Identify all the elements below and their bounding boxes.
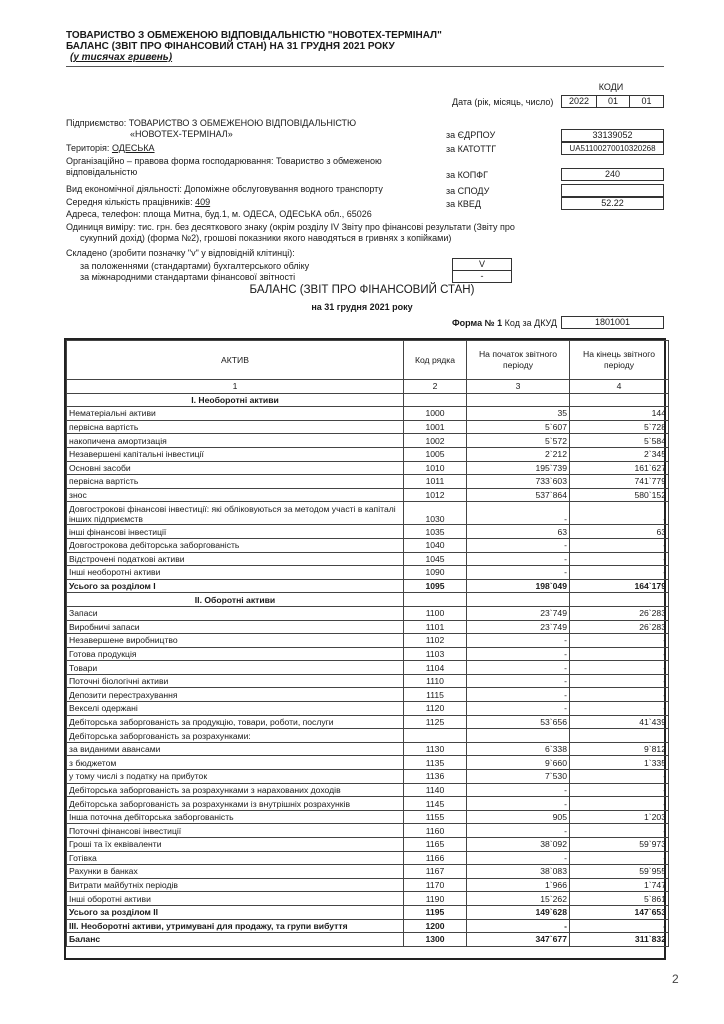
row-end-value: - xyxy=(570,783,669,797)
row-code: 1120 xyxy=(404,702,467,716)
row-end-value: - xyxy=(570,634,669,648)
report-title: БАЛАНС (ЗВІТ ПРО ФІНАНСОВИЙ СТАН) НА 31 ГРУДНЯ 2021 РОКУ xyxy=(66,41,395,52)
row-code: 1160 xyxy=(404,824,467,838)
dkud-label: Код за ДКУД xyxy=(504,318,557,328)
balance-title: БАЛАНС (ЗВІТ ПРО ФІНАНСОВИЙ СТАН) xyxy=(249,284,475,296)
row-start-value: - xyxy=(467,661,570,675)
row-start-value: - xyxy=(467,674,570,688)
table-row xyxy=(67,824,669,838)
kved-label: за КВЕД xyxy=(446,199,481,209)
row-code: 1104 xyxy=(404,661,467,675)
row-end-value: - xyxy=(570,502,669,525)
edrpou-label: за ЄДРПОУ xyxy=(446,130,496,140)
row-start-value: 195`739 xyxy=(467,461,570,475)
table-row xyxy=(67,810,669,824)
company-title: ТОВАРИСТВО З ОБМЕЖЕНОЮ ВІДПОВІДАЛЬНІСТЮ "НОВОТЕХ-ТЕРМІНАЛ" xyxy=(66,30,442,41)
form-line xyxy=(452,318,557,328)
row-start-value: 2`212 xyxy=(467,447,570,461)
legal-form-1: Організаційно – правова форма господарювання: Товариство з обмеженою xyxy=(66,156,382,166)
row-label: Довгострокова дебіторська заборгованість xyxy=(67,538,404,552)
international-standards-mark: - xyxy=(452,270,512,283)
row-start-value xyxy=(467,729,570,743)
row-end-value: 41`439 xyxy=(570,715,669,729)
row-code xyxy=(404,393,467,407)
staff-value: 409 xyxy=(195,197,211,207)
edrpou-code: 33139052 xyxy=(561,129,664,142)
table-row xyxy=(67,865,669,879)
table-row xyxy=(67,674,669,688)
table-row xyxy=(67,892,669,906)
row-code: 1005 xyxy=(404,447,467,461)
row-code: 1103 xyxy=(404,647,467,661)
dkud-code: 1801001 xyxy=(561,316,664,329)
row-end-value: 741`779 xyxy=(570,475,669,489)
row-code: 1095 xyxy=(404,579,467,593)
row-code: 1125 xyxy=(404,715,467,729)
table-row xyxy=(67,933,669,947)
row-end-value: 2`345 xyxy=(570,447,669,461)
table-row xyxy=(67,729,669,743)
row-start-value: - xyxy=(467,702,570,716)
row-code: 1010 xyxy=(404,461,467,475)
row-end-value: - xyxy=(570,688,669,702)
row-end-value: - xyxy=(570,851,669,865)
row-code: 1140 xyxy=(404,783,467,797)
row-label: Дебіторська заборгованість за розрахунками з нарахованих доходів xyxy=(67,783,404,797)
international-standards-label: за міжнародними стандартами фінансової звітності xyxy=(80,272,296,282)
header-start: На початок звітного періоду xyxy=(467,341,570,380)
row-label: Дебіторська заборгованість за розрахунками із внутрішніх розрахунків xyxy=(67,797,404,811)
row-end-value: - xyxy=(570,919,669,933)
row-label: у тому числі з податку на прибуток xyxy=(67,770,404,784)
row-label: Нематеріальні активи xyxy=(67,407,404,421)
kopfg-label: за КОПФГ xyxy=(446,170,488,180)
row-start-value: 733`603 xyxy=(467,475,570,489)
table-row xyxy=(67,797,669,811)
row-code: 1102 xyxy=(404,634,467,648)
row-code: 1190 xyxy=(404,892,467,906)
row-end-value: 26`283 xyxy=(570,606,669,620)
section-row xyxy=(67,393,669,407)
row-label: Витрати майбутніх періодів xyxy=(67,878,404,892)
row-label: накопичена амортизація xyxy=(67,434,404,448)
row-label: Усього за розділом І xyxy=(67,579,404,593)
national-standards-label: за положеннями (стандартами) бухгалтерського обліку xyxy=(80,261,310,271)
row-code: 1030 xyxy=(404,502,467,525)
row-end-value: 311`832 xyxy=(570,933,669,947)
row-label: Готівка xyxy=(67,851,404,865)
row-end-value: - xyxy=(570,566,669,580)
row-end-value: 580`152 xyxy=(570,488,669,502)
row-start-value: 6`338 xyxy=(467,742,570,756)
row-code: 1155 xyxy=(404,810,467,824)
row-end-value: - xyxy=(570,770,669,784)
table-row xyxy=(67,579,669,593)
table-row xyxy=(67,851,669,865)
spodu-code xyxy=(561,184,664,197)
units-note: (у тисячах гривень) xyxy=(70,52,173,63)
row-label: Гроші та їх еквіваленти xyxy=(67,838,404,852)
row-label: первісна вартість xyxy=(67,475,404,489)
row-code: 1200 xyxy=(404,919,467,933)
row-code: 1145 xyxy=(404,797,467,811)
row-end-value xyxy=(570,729,669,743)
section-row xyxy=(67,593,669,607)
row-end-value: - xyxy=(570,797,669,811)
row-label: Інша поточна дебіторська заборгованість xyxy=(67,810,404,824)
territory-line xyxy=(66,143,155,153)
row-end-value: 5`861 xyxy=(570,892,669,906)
balance-date: на 31 грудня 2021 року xyxy=(311,302,413,312)
row-code: 1001 xyxy=(404,420,467,434)
row-start-value: 23`749 xyxy=(467,606,570,620)
row-code: 1115 xyxy=(404,688,467,702)
table-row xyxy=(67,447,669,461)
table-row xyxy=(67,770,669,784)
unit-line-1: Одиниця виміру: тис. грн. без десяткового знаку (окрім розділу IV Звіту про фінансові результати (Звіту про xyxy=(66,222,515,232)
row-end-value: 147`653 xyxy=(570,905,669,919)
header-divider xyxy=(66,66,664,67)
table-row xyxy=(67,688,669,702)
row-start-value: 35 xyxy=(467,407,570,421)
territory-value: ОДЕСЬКА xyxy=(111,143,155,153)
table-row xyxy=(67,538,669,552)
row-code xyxy=(404,729,467,743)
row-start-value: 63 xyxy=(467,525,570,539)
header-end: На кінець звітного періоду xyxy=(570,341,669,380)
table-row xyxy=(67,475,669,489)
row-start-value: 9`660 xyxy=(467,756,570,770)
row-end-value: - xyxy=(570,538,669,552)
row-code: 1045 xyxy=(404,552,467,566)
row-end-value: 161`627 xyxy=(570,461,669,475)
row-code: 1100 xyxy=(404,606,467,620)
row-end-value: - xyxy=(570,674,669,688)
compiled-note: Складено (зробити позначку "v" у відповідній клітинці): xyxy=(66,248,295,258)
row-end-value: 164`179 xyxy=(570,579,669,593)
table-row xyxy=(67,525,669,539)
row-end-value: 5`584 xyxy=(570,434,669,448)
header-asset: АКТИВ xyxy=(67,341,404,380)
colnum-1: 1 xyxy=(67,380,404,394)
row-end-value: - xyxy=(570,661,669,675)
enterprise-name: ТОВАРИСТВО З ОБМЕЖЕНОЮ ВІДПОВІДАЛЬНІСТЮ xyxy=(128,118,357,128)
row-label: з бюджетом xyxy=(67,756,404,770)
row-start-value: - xyxy=(467,688,570,702)
row-code: 1170 xyxy=(404,878,467,892)
table-row xyxy=(67,783,669,797)
row-start-value xyxy=(467,393,570,407)
row-label: ІІІ. Необоротні активи, утримувані для продажу, та групи вибуття xyxy=(67,919,404,933)
row-end-value: 9`812 xyxy=(570,742,669,756)
date-label: Дата (рік, місяць, число) xyxy=(452,97,554,107)
row-code: 1000 xyxy=(404,407,467,421)
row-start-value: - xyxy=(467,919,570,933)
spodu-label: за СПОДУ xyxy=(446,186,490,196)
row-end-value: 63 xyxy=(570,525,669,539)
table-row xyxy=(67,702,669,716)
table-row xyxy=(67,756,669,770)
row-label: знос xyxy=(67,488,404,502)
table-row xyxy=(67,919,669,933)
row-start-value: 198`049 xyxy=(467,579,570,593)
header-code: Код рядка xyxy=(404,341,467,380)
row-label: за виданими авансами xyxy=(67,742,404,756)
row-code: 1011 xyxy=(404,475,467,489)
row-code: 1300 xyxy=(404,933,467,947)
row-label: І. Необоротні активи xyxy=(67,393,404,407)
katottg-label: за КАТОТТГ xyxy=(446,144,497,154)
row-label: Інші необоротні активи xyxy=(67,566,404,580)
table-row xyxy=(67,647,669,661)
row-start-value: - xyxy=(467,851,570,865)
kved-code: 52.22 xyxy=(561,197,664,210)
table-row xyxy=(67,552,669,566)
row-label: Поточні біологічні активи xyxy=(67,674,404,688)
row-label: Готова продукція xyxy=(67,647,404,661)
row-code: 1035 xyxy=(404,525,467,539)
row-label: Основні засоби xyxy=(67,461,404,475)
legal-form-2: відповідальністю xyxy=(66,167,138,177)
date-month: 01 xyxy=(596,95,630,108)
row-label: Незавершене виробництво xyxy=(67,634,404,648)
table-row xyxy=(67,905,669,919)
row-label: Баланс xyxy=(67,933,404,947)
row-code: 1040 xyxy=(404,538,467,552)
column-number-row xyxy=(67,380,669,394)
row-end-value: 144 xyxy=(570,407,669,421)
activity-type: Вид економічної діяльності: Допоміжне обслуговування водного транспорту xyxy=(66,184,383,194)
table-row xyxy=(67,620,669,634)
colnum-2: 2 xyxy=(404,380,467,394)
kopfg-code: 240 xyxy=(561,168,664,181)
enterprise-label: Підприємство: xyxy=(66,118,127,128)
codes-title: КОДИ xyxy=(598,82,624,92)
staff-label: Середня кількість працівників: xyxy=(66,197,193,207)
table-row xyxy=(67,461,669,475)
date-day: 01 xyxy=(629,95,664,108)
row-end-value: - xyxy=(570,552,669,566)
balance-table xyxy=(66,340,669,947)
row-start-value: 5`607 xyxy=(467,420,570,434)
national-standards-mark: V xyxy=(452,258,512,271)
table-row xyxy=(67,606,669,620)
row-label: Векселі одержані xyxy=(67,702,404,716)
form-label: Форма № 1 xyxy=(452,318,503,328)
row-end-value: - xyxy=(570,702,669,716)
row-start-value xyxy=(467,593,570,607)
row-code: 1165 xyxy=(404,838,467,852)
row-end-value: - xyxy=(570,647,669,661)
row-label: інші фінансові інвестиції xyxy=(67,525,404,539)
row-start-value: 23`749 xyxy=(467,620,570,634)
row-start-value: 149`628 xyxy=(467,905,570,919)
row-start-value: 53`656 xyxy=(467,715,570,729)
row-start-value: - xyxy=(467,634,570,648)
table-row xyxy=(67,407,669,421)
row-label: Дебіторська заборгованість за розрахунками: xyxy=(67,729,404,743)
row-label: Відстрочені податкові активи xyxy=(67,552,404,566)
table-row xyxy=(67,502,669,525)
row-code: 1101 xyxy=(404,620,467,634)
row-start-value: 1`966 xyxy=(467,878,570,892)
table-row xyxy=(67,488,669,502)
row-label: Усього за розділом ІІ xyxy=(67,905,404,919)
row-start-value: 15`262 xyxy=(467,892,570,906)
row-label: Інші оборотні активи xyxy=(67,892,404,906)
row-start-value: - xyxy=(467,552,570,566)
row-label: Незавершені капітальні інвестиції xyxy=(67,447,404,461)
row-code: 1136 xyxy=(404,770,467,784)
unit-line-2: сукупний дохід) (форма №2), грошові показники якого наводяться в гривнях з копійками) xyxy=(80,233,452,243)
table-row xyxy=(67,715,669,729)
table-row xyxy=(67,566,669,580)
row-end-value xyxy=(570,593,669,607)
row-label: Поточні фінансові інвестиції xyxy=(67,824,404,838)
row-end-value: 59`973 xyxy=(570,838,669,852)
row-start-value: 38`083 xyxy=(467,865,570,879)
row-label: Депозити перестрахування xyxy=(67,688,404,702)
table-row xyxy=(67,878,669,892)
row-label: Запаси xyxy=(67,606,404,620)
enterprise-line-1 xyxy=(66,118,356,128)
row-start-value: - xyxy=(467,566,570,580)
row-start-value: - xyxy=(467,502,570,525)
table-row xyxy=(67,434,669,448)
table-row xyxy=(67,838,669,852)
row-start-value: - xyxy=(467,538,570,552)
row-label: Товари xyxy=(67,661,404,675)
row-code: 1166 xyxy=(404,851,467,865)
row-start-value: 7`530 xyxy=(467,770,570,784)
row-code: 1130 xyxy=(404,742,467,756)
row-start-value: - xyxy=(467,783,570,797)
row-code: 1195 xyxy=(404,905,467,919)
table-row xyxy=(67,634,669,648)
row-end-value: 1`747 xyxy=(570,878,669,892)
row-start-value: 38`092 xyxy=(467,838,570,852)
row-end-value: 59`955 xyxy=(570,865,669,879)
row-code: 1090 xyxy=(404,566,467,580)
row-label: Рахунки в банках xyxy=(67,865,404,879)
row-code: 1002 xyxy=(404,434,467,448)
row-code: 1167 xyxy=(404,865,467,879)
row-label: ІІ. Оборотні активи xyxy=(67,593,404,607)
table-header-row xyxy=(67,341,669,380)
territory-label: Територія: xyxy=(66,143,110,153)
table-row xyxy=(67,661,669,675)
row-end-value: 26`283 xyxy=(570,620,669,634)
row-label: Довгострокові фінансові інвестиції: які обліковуються за методом участі в капіталі інших підприємств xyxy=(67,502,404,525)
row-end-value: 1`203 xyxy=(570,810,669,824)
row-start-value: 537`864 xyxy=(467,488,570,502)
colnum-4: 4 xyxy=(570,380,669,394)
row-code: 1110 xyxy=(404,674,467,688)
row-code xyxy=(404,593,467,607)
date-year: 2022 xyxy=(561,95,597,108)
row-label: первісна вартість xyxy=(67,420,404,434)
page-number: 2 xyxy=(672,972,679,986)
table-row xyxy=(67,742,669,756)
table-row xyxy=(67,420,669,434)
row-end-value: 1`335 xyxy=(570,756,669,770)
colnum-3: 3 xyxy=(467,380,570,394)
row-start-value: - xyxy=(467,824,570,838)
enterprise-name-2: «НОВОТЕХ-ТЕРМІНАЛ» xyxy=(130,129,233,139)
row-label: Дебіторська заборгованість за продукцію, товари, роботи, послуги xyxy=(67,715,404,729)
katottg-code: UA51100270010320268 xyxy=(561,142,664,155)
row-start-value: 5`572 xyxy=(467,434,570,448)
row-code: 1135 xyxy=(404,756,467,770)
row-label: Виробничі запаси xyxy=(67,620,404,634)
row-code: 1012 xyxy=(404,488,467,502)
row-start-value: - xyxy=(467,647,570,661)
row-start-value: - xyxy=(467,797,570,811)
address: Адреса, телефон: площа Митна, буд.1, м. ОДЕСА, ОДЕСЬКА обл., 65026 xyxy=(66,209,372,219)
row-start-value: 905 xyxy=(467,810,570,824)
row-end-value xyxy=(570,393,669,407)
row-end-value: 5`728 xyxy=(570,420,669,434)
row-start-value: 347`677 xyxy=(467,933,570,947)
row-end-value: - xyxy=(570,824,669,838)
staff-line xyxy=(66,197,210,207)
